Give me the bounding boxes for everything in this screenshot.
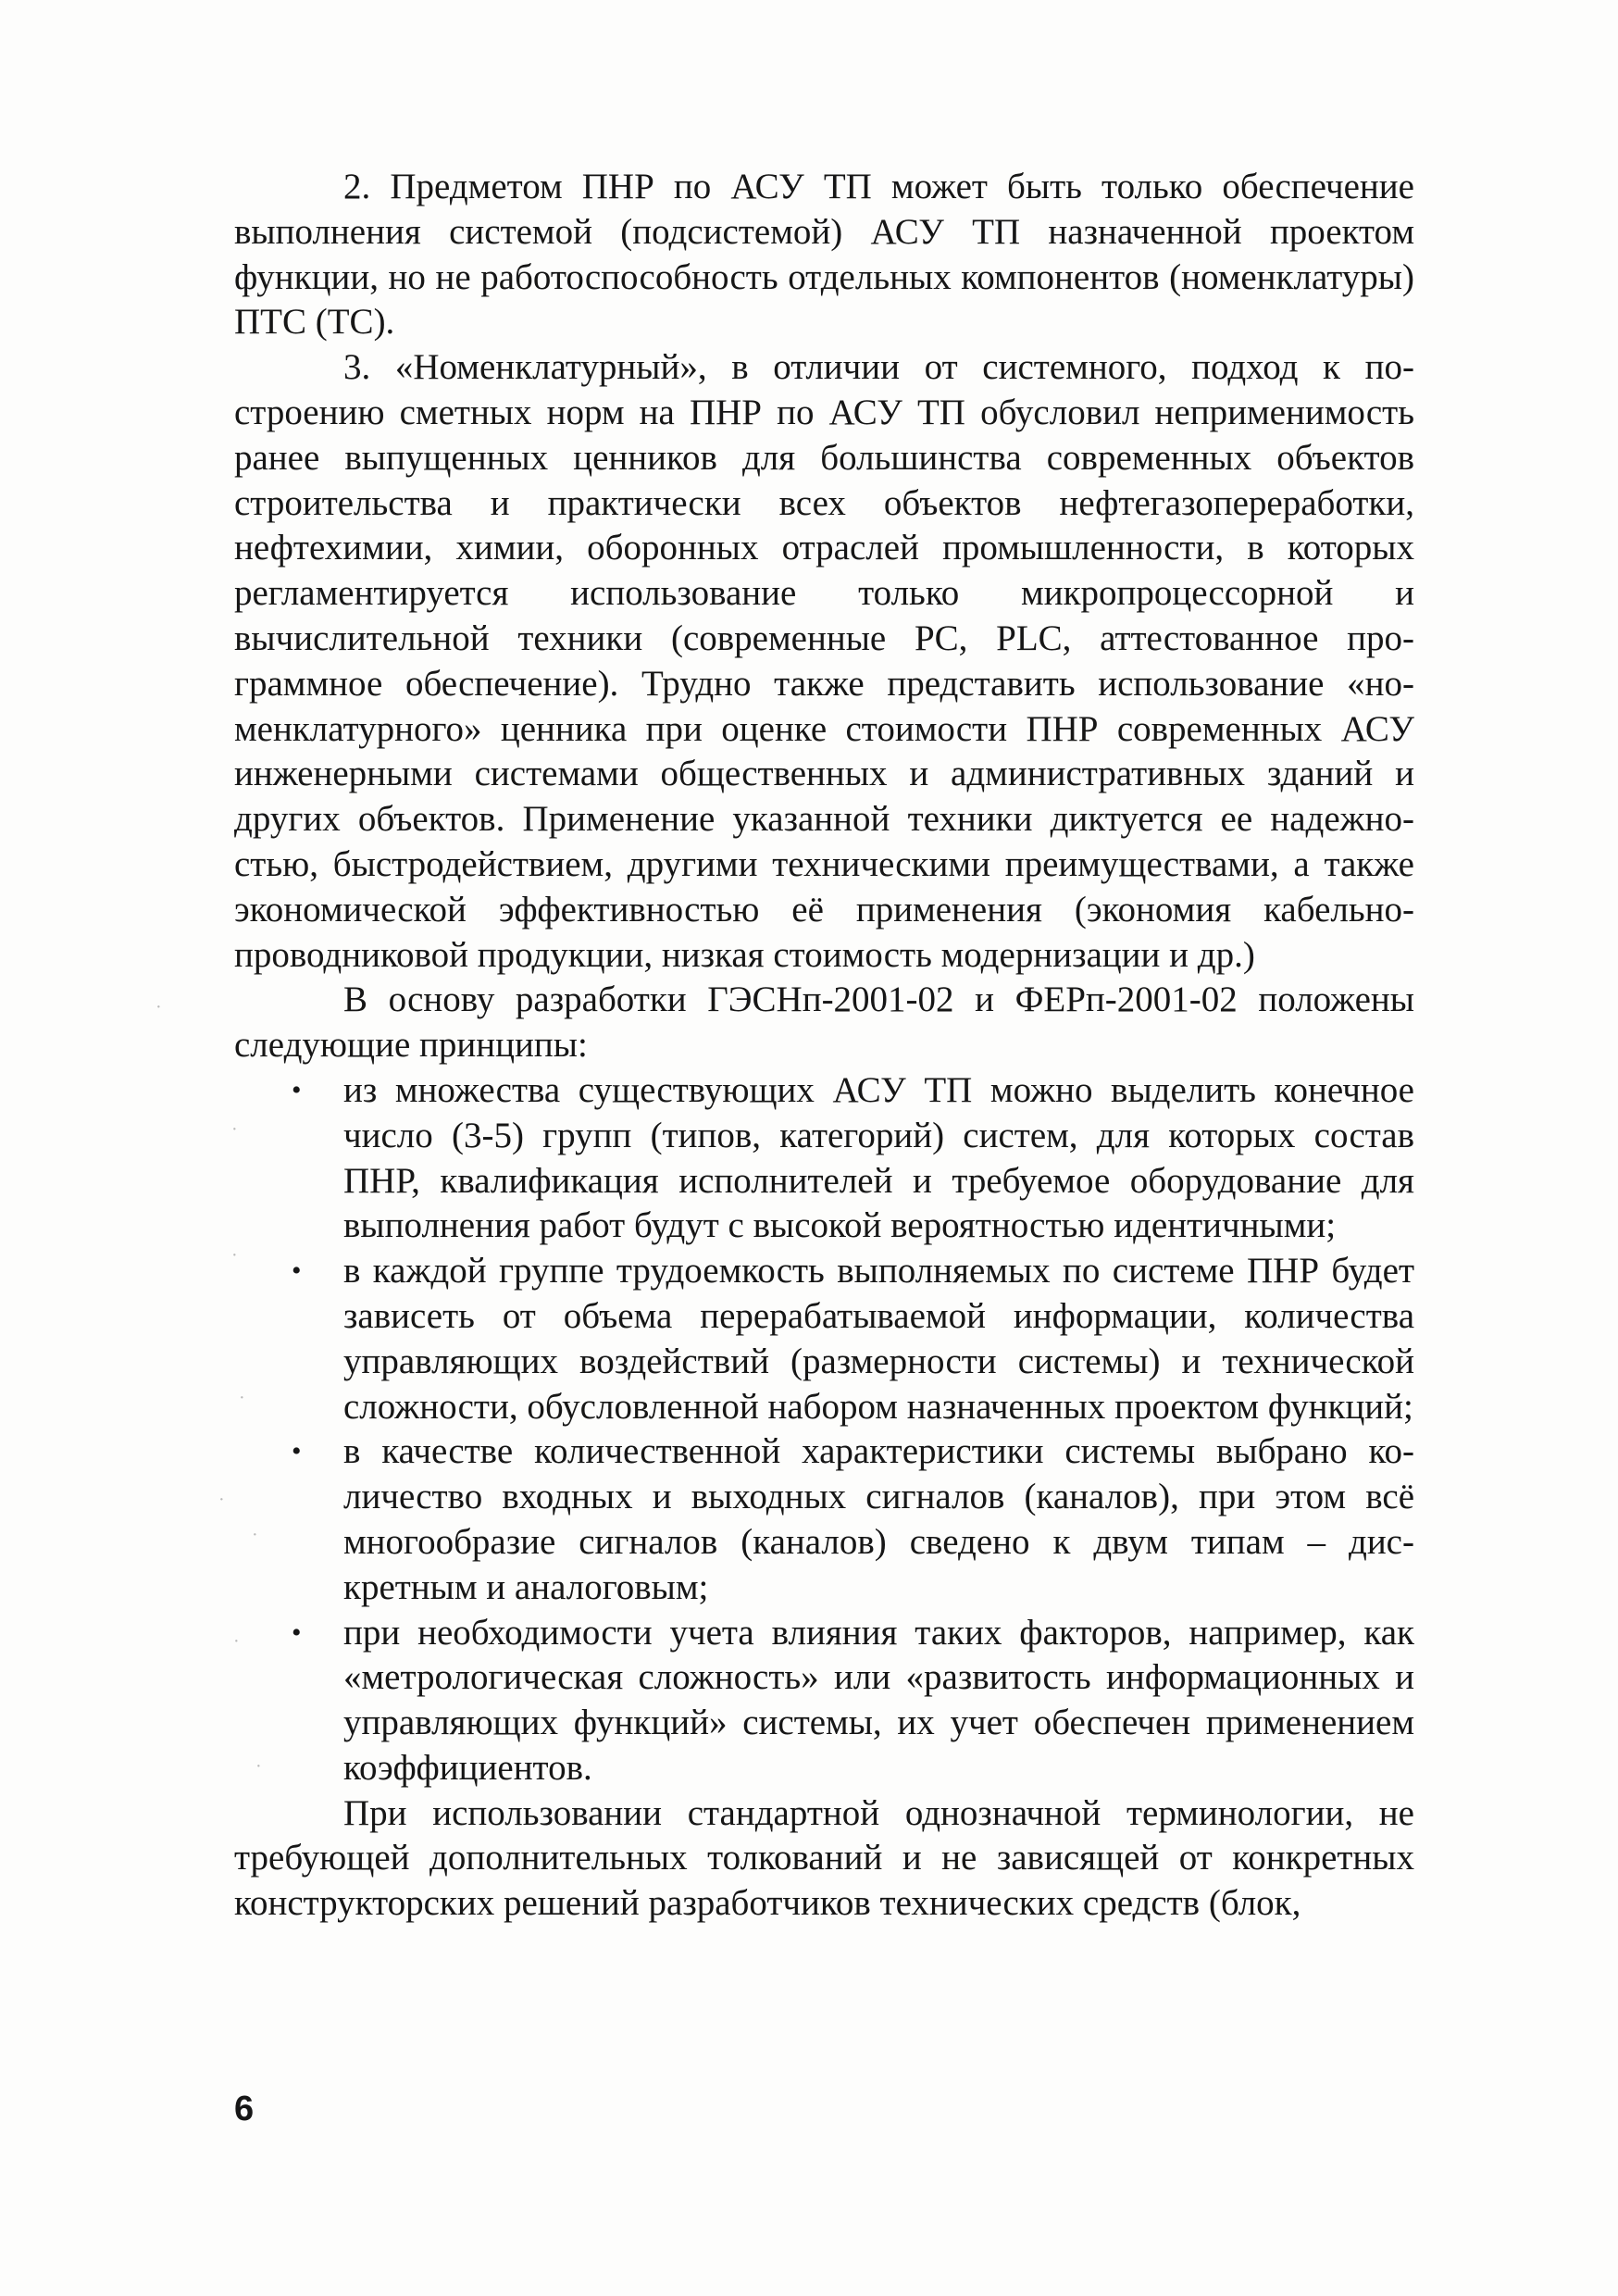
list-item <box>234 1068 1414 1249</box>
bullet-icon: • <box>292 1616 302 1648</box>
bullet-icon: • <box>292 1074 302 1105</box>
list-item-text: в качестве количественной характеристики системы выбрано количество входных и выходных сигналов (каналов), при этом всё многообразие сигналов (каналов) сведено к двум типам – дискретным и аналоговым; <box>343 1431 1414 1607</box>
list-item-text: в каждой группе трудоемкость выполняемых по системе ПНР будет зависеть от объема перерабатываемой информации, количества управляющих воздействий (размерности системы) и технической сложности, обусловленной набором назначенных проектом функций; <box>343 1251 1414 1427</box>
list-item <box>234 1249 1414 1429</box>
bullet-icon: • <box>292 1255 302 1287</box>
paragraph-terminology: При использовании стандартной однозначной терминологии, не требующей дополнительных толкований и не зависящей от конкретных конструкторских решений разработчиков технических средств (блок, <box>234 1792 1414 1924</box>
list-item <box>234 1611 1414 1791</box>
scan-speck: · <box>156 997 162 1017</box>
list-item-text: при необходимости учета влияния таких факторов, например, как «метрологическая сложность» или «развитость информационных и управляющих функций» системы, их учет обеспечен применением коэффициентов. <box>343 1612 1414 1788</box>
principles-list <box>234 1068 1414 1791</box>
scan-speck: · <box>231 1119 238 1140</box>
scan-speck: · <box>231 1245 238 1266</box>
paragraph-principles-intro: В основу разработки ГЭСНп-2001-02 и ФЕРп-2001-02 положены следующие принципы: <box>234 980 1414 1066</box>
paragraph-item-3: 3. «Номенклатурный», в отличии от системного, подход к построению сметных норм на ПНР по АСУ ТП обусловил неприменимость ранее выпущенных ценников для большинства современных объектов строительства и практически всех объектов нефтегазопереработки, нефтехимии, химии, оборонных отраслей промышленности, в которых регламентируется использование только микропроцессорной и вычислительной техники (современные PC, PLC, аттестованное программное обеспечение). Трудно также представить использование «номенклатурного» ценника при оценке стоимости ПНР современных АСУ инженерными системами общественных и административных зданий и других объектов. Применение указанной техники диктуется ее надежностью, быстродействием, другими техническими преимуществами, а также экономической эффективностью её применения (экономия кабельно-проводниковой продукции, низкая стоимость модернизации и др.) <box>234 347 1414 975</box>
scan-speck: · <box>233 1631 240 1652</box>
body-text <box>234 165 1414 1927</box>
scan-speck: · <box>252 1525 258 1545</box>
bullet-icon: • <box>292 1436 302 1467</box>
list-item <box>234 1429 1414 1610</box>
scan-speck: · <box>239 1388 245 1408</box>
list-item-text: из множества существующих АСУ ТП можно выделить конечное число (3-5) групп (типов, категорий) систем, для которых состав ПНР, квалификация исполнителей и требуемое оборудование для выполнения работ будут с высокой вероятностью идентичными; <box>343 1069 1414 1246</box>
scan-speck: · <box>255 1756 262 1777</box>
paragraph-item-2: 2. Предметом ПНР по АСУ ТП может быть только обеспечение выполнения системой (подсистемой) АСУ ТП назначенной проектом функции, но не работоспособность отдельных компонентов (номенклатуры) ПТС (ТС). <box>234 167 1414 343</box>
scan-speck: · <box>218 1490 225 1510</box>
page-number: 6 <box>234 2090 255 2128</box>
